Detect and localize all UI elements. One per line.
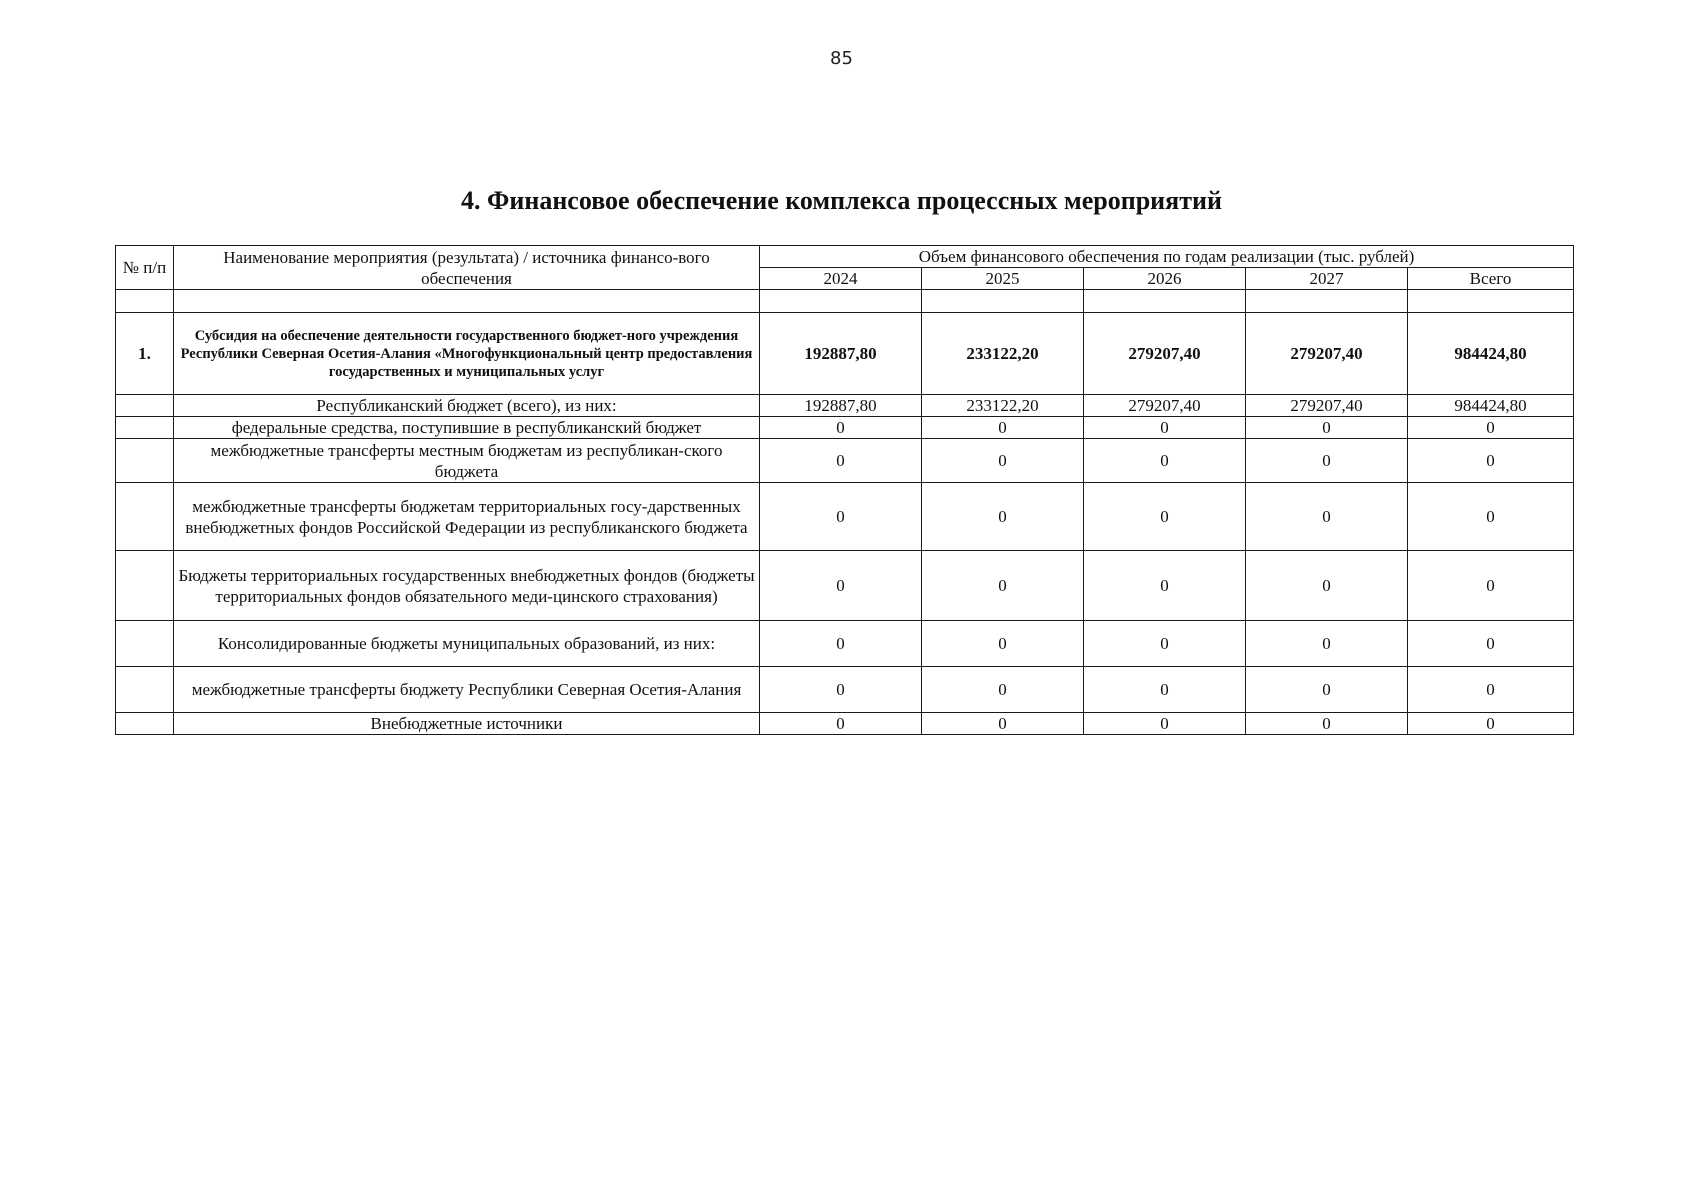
- row-value: 0: [922, 621, 1084, 667]
- row-value: 0: [922, 439, 1084, 483]
- row-value: 0: [760, 417, 922, 439]
- page-number: 85: [830, 48, 853, 69]
- row-value: 0: [922, 483, 1084, 551]
- header-year: 2024: [760, 268, 922, 290]
- row-value: 279207,40: [1246, 395, 1408, 417]
- row-value: 0: [922, 417, 1084, 439]
- spacer-row: [116, 290, 1574, 313]
- financing-table: [115, 245, 1574, 735]
- row-value: 0: [1246, 417, 1408, 439]
- row-value: 0: [760, 551, 922, 621]
- row-num: [116, 713, 174, 735]
- row-value: 0: [1084, 439, 1246, 483]
- header-volume: Объем финансового обеспечения по годам реализации (тыс. рублей): [760, 246, 1574, 268]
- row-value: 0: [1408, 551, 1574, 621]
- row-value: 0: [1246, 667, 1408, 713]
- row-num: [116, 417, 174, 439]
- row-value: 0: [1408, 417, 1574, 439]
- row-value: 0: [922, 713, 1084, 735]
- row-name: Субсидия на обеспечение деятельности государственного бюджет-ного учреждения Республики Северная Осетия-Алания «Многофункциональный центр предоставления государственных и муниципальных услуг: [174, 313, 760, 395]
- table-row: [116, 621, 1574, 667]
- row-value: 0: [1408, 713, 1574, 735]
- table-row: [116, 439, 1574, 483]
- row-name: Республиканский бюджет (всего), из них:: [174, 395, 760, 417]
- row-value: 0: [1084, 713, 1246, 735]
- header-year: 2027: [1246, 268, 1408, 290]
- row-value: 279207,40: [1246, 313, 1408, 395]
- row-value: 0: [1408, 667, 1574, 713]
- row-name: межбюджетные трансферты местным бюджетам из республикан-ского бюджета: [174, 439, 760, 483]
- row-value: 0: [760, 483, 922, 551]
- row-value: 0: [1084, 483, 1246, 551]
- table-row: [116, 395, 1574, 417]
- row-value: 0: [1084, 667, 1246, 713]
- row-value: 0: [1246, 551, 1408, 621]
- row-num: [116, 439, 174, 483]
- table-row: [116, 483, 1574, 551]
- header-total: Всего: [1408, 268, 1574, 290]
- header-row-1: [116, 246, 1574, 268]
- row-value: 192887,80: [760, 313, 922, 395]
- row-value: 0: [760, 621, 922, 667]
- header-name: Наименование мероприятия (результата) / источника финансо-вого обеспечения: [174, 246, 760, 290]
- table-row: [116, 417, 1574, 439]
- row-value: 0: [760, 713, 922, 735]
- header-year: 2025: [922, 268, 1084, 290]
- row-value: 192887,80: [760, 395, 922, 417]
- row-value: 0: [1246, 713, 1408, 735]
- row-value: 233122,20: [922, 395, 1084, 417]
- row-value: 0: [1084, 551, 1246, 621]
- row-value: 0: [1084, 621, 1246, 667]
- row-num: [116, 621, 174, 667]
- row-value: 0: [1408, 439, 1574, 483]
- row-name: Консолидированные бюджеты муниципальных образований, из них:: [174, 621, 760, 667]
- header-year: 2026: [1084, 268, 1246, 290]
- row-value: 0: [922, 551, 1084, 621]
- row-value: 0: [1084, 417, 1246, 439]
- table-row: [116, 667, 1574, 713]
- row-num: [116, 395, 174, 417]
- row-value: 0: [1408, 483, 1574, 551]
- row-name: федеральные средства, поступившие в республиканский бюджет: [174, 417, 760, 439]
- row-value: 279207,40: [1084, 313, 1246, 395]
- row-value: 0: [1246, 483, 1408, 551]
- row-value: 0: [760, 439, 922, 483]
- table-row: [116, 713, 1574, 735]
- row-value: 984424,80: [1408, 395, 1574, 417]
- row-num: [116, 483, 174, 551]
- row-num: [116, 667, 174, 713]
- row-value: 0: [922, 667, 1084, 713]
- row-num: [116, 551, 174, 621]
- row-name: Бюджеты территориальных государственных внебюджетных фондов (бюджеты территориальных фондов обязательного меди-цинского страхования): [174, 551, 760, 621]
- row-value: 0: [1246, 621, 1408, 667]
- row-num: 1.: [116, 313, 174, 395]
- document-title: 4. Финансовое обеспечение комплекса процессных мероприятий: [461, 186, 1222, 215]
- row-value: 0: [1408, 621, 1574, 667]
- row-name: Внебюджетные источники: [174, 713, 760, 735]
- row-value: 984424,80: [1408, 313, 1574, 395]
- row-value: 279207,40: [1084, 395, 1246, 417]
- row-value: 0: [1246, 439, 1408, 483]
- row-name: межбюджетные трансферты бюджету Республики Северная Осетия-Алания: [174, 667, 760, 713]
- table-row: [116, 551, 1574, 621]
- row-value: 0: [760, 667, 922, 713]
- header-num: № п/п: [116, 246, 174, 290]
- table-row: [116, 313, 1574, 395]
- row-name: межбюджетные трансферты бюджетам территориальных госу-дарственных внебюджетных фондов Российской Федерации из республиканского бюджета: [174, 483, 760, 551]
- row-value: 233122,20: [922, 313, 1084, 395]
